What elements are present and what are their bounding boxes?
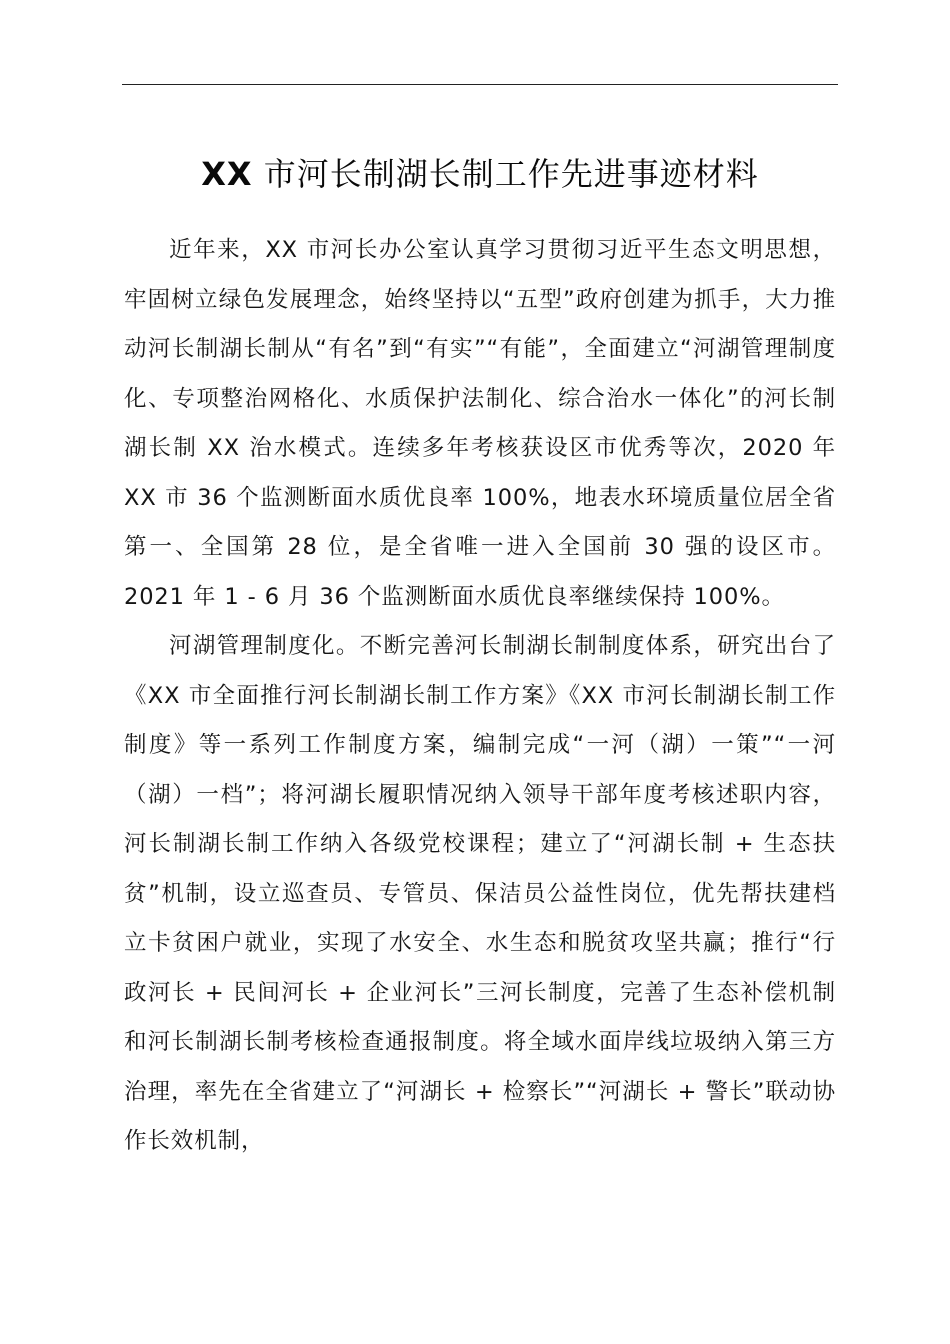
document-title <box>122 150 838 198</box>
title-prefix: XX <box>201 155 253 193</box>
paragraph-river-management: 河湖管理制度化。不断完善河长制湖长制制度体系，研究出台了《XX 市全面推行河长制湖长制工作方案》《XX 市河长制湖长制工作制度》等一系列工作制度方案，编制完成“一河（湖）一策”“一河（湖）一档”；将河湖长履职情况纳入领导干部年度考核述职内容，河长制湖长制工作纳入各级党校课程；建立了“河湖长制 + 生态扶贫”机制，设立巡查员、专管员、保洁员公益性岗位，优先帮扶建档立卡贫困户就业，实现了水安全、水生态和脱贫攻坚共赢；推行“行政河长 + 民间河长 + 企业河长”三河长制度，完善了生态补偿机制和河长制湖长制考核检查通报制度。将全域水面岸线垃圾纳入第三方治理，率先在全省建立了“河湖长 + 检察长”“河湖长 + 警长”联动协作长效机制， <box>124 633 836 1154</box>
document-body <box>124 226 836 1167</box>
header-divider <box>122 84 838 85</box>
title-text: 市河长制湖长制工作先进事迹材料 <box>263 155 759 193</box>
paragraph-intro: 近年来，XX 市河长办公室认真学习贯彻习近平生态文明思想，牢固树立绿色发展理念，始终坚持以“五型”政府创建为抓手，大力推动河长制湖长制从“有名”到“有实”“有能”，全面建立“河湖管理制度化、专项整治网格化、水质保护法制化、综合治水一体化”的河长制湖长制 XX 治水模式。连续多年考核获设区市优秀等次，2020 年 XX 市 36 个监测断面水质优良率 100%，地表水环境质量位居全省第一、全国第 28 位，是全省唯一进入全国前 30 强的设区市。2021 年 1 - 6 月 36 个监测断面水质优良率继续保持 100%。 <box>124 237 836 610</box>
